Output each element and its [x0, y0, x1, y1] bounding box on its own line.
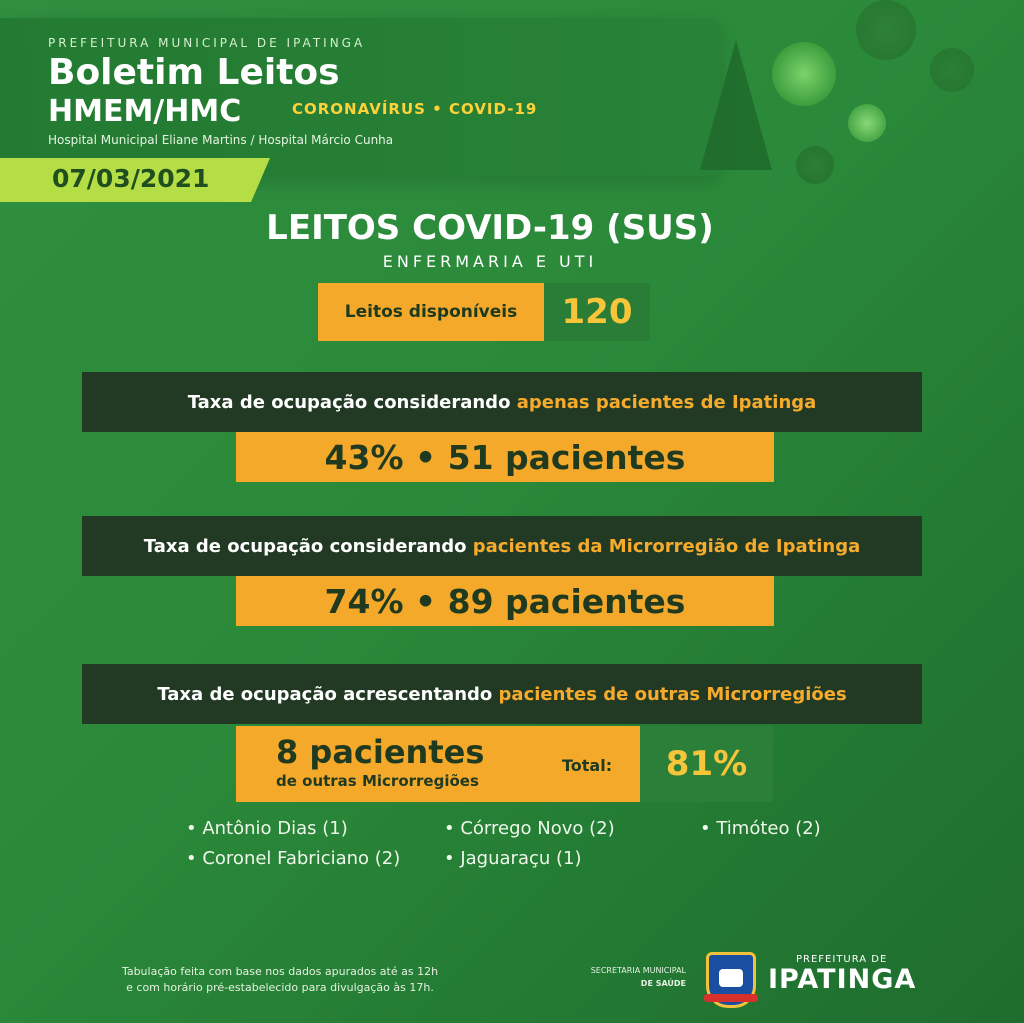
rate-prefix: Taxa de ocupação acrescentando — [157, 683, 499, 705]
other-patients-count: 8 pacientes — [276, 733, 485, 771]
virus-icon — [796, 146, 834, 184]
virus-icon — [848, 104, 886, 142]
other-patients-label: de outras Microrregiões — [276, 772, 479, 790]
city-item: • Coronel Fabriciano (2) — [186, 848, 401, 869]
virus-icon — [856, 0, 916, 60]
logo-big-text: IPATINGA — [768, 964, 917, 995]
page-title: Boletim Leitos — [48, 52, 340, 93]
available-beds-value: 120 — [544, 283, 650, 341]
city-item: • Antônio Dias (1) — [186, 818, 348, 839]
rate-header-microrregiao — [82, 516, 922, 576]
org-name: PREFEITURA MUNICIPAL DE IPATINGA — [48, 36, 366, 50]
rate-value-ipatinga: 43% • 51 pacientes — [236, 432, 774, 482]
rate-highlight: pacientes da Microrregião de Ipatinga — [472, 535, 861, 557]
city-item: • Córrego Novo (2) — [444, 818, 615, 839]
hospital-code: HMEM/HMC — [48, 94, 242, 129]
crest-ribbon — [704, 994, 758, 1002]
total-label: Total: — [562, 756, 613, 775]
rate-prefix: Taxa de ocupação considerando — [187, 391, 517, 413]
city-item: • Jaguaraçu (1) — [444, 848, 582, 869]
logo-small-text: PREFEITURA DE — [796, 954, 888, 965]
secretaria-line: DE SAÚDE — [640, 979, 686, 988]
secretaria-line: SECRETARIA MUNICIPAL — [590, 966, 686, 975]
rate-prefix: Taxa de ocupação considerando — [143, 535, 473, 557]
footnote-line: e com horário pré-estabelecido para divulgação às 17h. — [126, 981, 434, 994]
rate-header-outras — [82, 664, 922, 724]
footnote — [60, 964, 500, 996]
section-title: LEITOS COVID-19 (SUS) — [266, 208, 714, 248]
available-beds-label: Leitos disponíveis — [318, 283, 544, 341]
rate-header-ipatinga — [82, 372, 922, 432]
total-value: 81% — [640, 726, 773, 802]
crest-shield — [719, 969, 743, 987]
city-item: • Timóteo (2) — [700, 818, 821, 839]
rate-highlight: pacientes de outras Microrregiões — [498, 683, 847, 705]
secretaria-label — [560, 964, 686, 990]
footnote-line: Tabulação feita com base nos dados apurados até as 12h — [121, 965, 439, 978]
rate-value-microrregiao: 74% • 89 pacientes — [236, 576, 774, 626]
virus-icon — [772, 42, 836, 106]
covid-tag: CORONAVÍRUS • COVID-19 — [292, 100, 538, 118]
rate-highlight: apenas pacientes de Ipatinga — [516, 391, 817, 413]
hospital-names: Hospital Municipal Eliane Martins / Hospital Márcio Cunha — [48, 133, 394, 147]
section-subtitle: ENFERMARIA E UTI — [382, 252, 598, 271]
date-text: 07/03/2021 — [52, 164, 210, 193]
header-decoration — [700, 40, 772, 170]
virus-icon — [930, 48, 974, 92]
